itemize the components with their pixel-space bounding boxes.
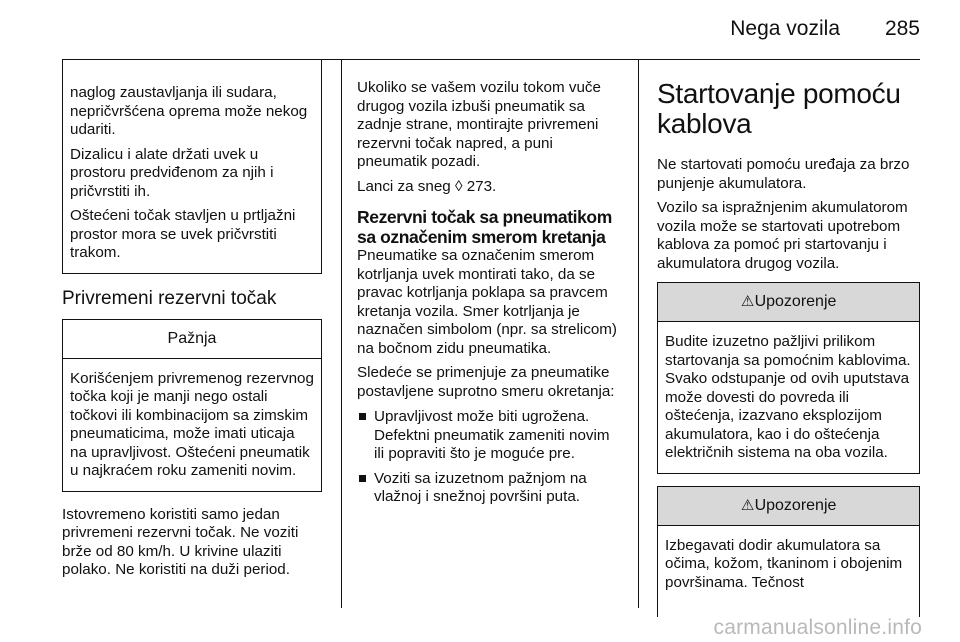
jump-start-paragraph-1: Ne startovati pomoću uređaja za brzo punjenje akumulatora. [657,156,910,192]
directional-paragraph-2: Sledeće se primenjuje za pneumatike postavljene suprotno smeru okretanja: [357,364,615,400]
bullet-list [357,408,623,507]
warning-body-2: Izbegavati dodir akumulatora sa očima, kožom, tkaninom i obojenim površinama. Tečnost [665,536,903,591]
bullet-square-icon [359,475,366,482]
towing-paragraph: Ukoliko se vašem vozilu tokom vuče drugog vozila izbuši pneumatik sa zadnje strane, montirajte privremeni rezervni točak napred, a puni pneumatik pozadi. [357,79,601,170]
notice-box [62,319,322,492]
warning-body-1: Budite izuzetno pažljivi prilikom startovanja sa pomoćnim kablovima. Svako odstupanje od ovih uputstava može dovesti do povreda ili oštećenja, izazvano eksplozijom akumulatora, kao i do oštećenja električnih sistema na oba vozila. [665,333,911,461]
warning-triangle-icon: ⚠ [740,293,755,310]
section-heading-jump-start: Startovanje pomoću kablova [657,78,901,139]
column-middle [357,79,623,513]
warning-title-2: ⚠Upozorenje [658,487,919,526]
warning-box-2 [657,486,920,617]
column-right [657,79,920,617]
column-divider-2 [638,60,639,608]
page-header [0,0,960,58]
column-divider-1 [341,60,342,608]
reference-arrow-icon: ◊ [454,177,463,195]
snow-chains-text: Lanci za sneg [357,177,451,195]
snow-chains-reference [357,178,623,197]
spare-wheel-paragraph: Istovremeno koristiti samo jedan privremeni rezervni točak. Ne voziti brže od 80 km/h. U krivine ulaziti polako. Ne koristiti na duži period. [62,505,299,578]
list-item: Voziti sa izuzetnom pažnjom na vlažnoj i snežnoj površini puta. [357,470,623,507]
warning-title-1: ⚠Upozorenje [658,283,919,322]
notice-body: Korišćenjem privremenog rezervnog točka koji je manji nego ostali točkovi ili kombinacijom sa zimskim pneumaticima, može imati uticaja na upravljivost. Oštećeni pneumatik u najkraćem roku zameniti novim. [70,369,314,479]
section-title: Nega vozila [730,17,840,40]
notice-title: Pažnja [63,320,321,359]
box-paragraph-1: naglog zaustavljanja ili sudara, nepričvršćena oprema može nekog udariti. [70,84,308,138]
bullet-square-icon [359,413,366,420]
column-left [62,60,322,580]
page-number: 285 [884,17,920,40]
section-heading-spare-wheel: Privremeni rezervni točak [62,287,277,309]
box-paragraph-3: Oštećeni točak stavljen u prtljažni prostor mora se uvek pričvrstiti trakom. [70,207,296,261]
section-heading-directional-tyre: Rezervni točak sa pneumatikom sa označenim smerom kretanja [357,207,612,247]
warning-box-1 [657,282,920,474]
box-paragraph-2: Dizalicu i alate držati uvek u prostoru predviđenom za njih i pričvrstiti ih. [70,145,274,200]
jump-start-paragraph-2: Vozilo sa ispražnjenim akumulatorom vozila može se startovati upotrebom kablova za pomoć pri startovanju i akumulatora drugog vozila. [657,199,908,272]
directional-paragraph-1: Pneumatike sa označenim smerom kotrljanja uvek montirati tako, da se pravac kotrljanja poklapa sa pravcem kretanja vozila. Smer kotrljanja je naznačen simbolom (npr. sa strelicom) na bočnom zidu pneumatika. [357,247,617,357]
continued-warning-box [62,60,322,274]
reference-page[interactable]: 273. [466,177,497,195]
warning-triangle-icon: ⚠ [740,496,755,514]
watermark: carmanualsonline.info [713,616,922,639]
list-item: Upravljivost može biti ugrožena. Defektni pneumatik zameniti novim ili popraviti što je moguće pre. [357,408,623,464]
